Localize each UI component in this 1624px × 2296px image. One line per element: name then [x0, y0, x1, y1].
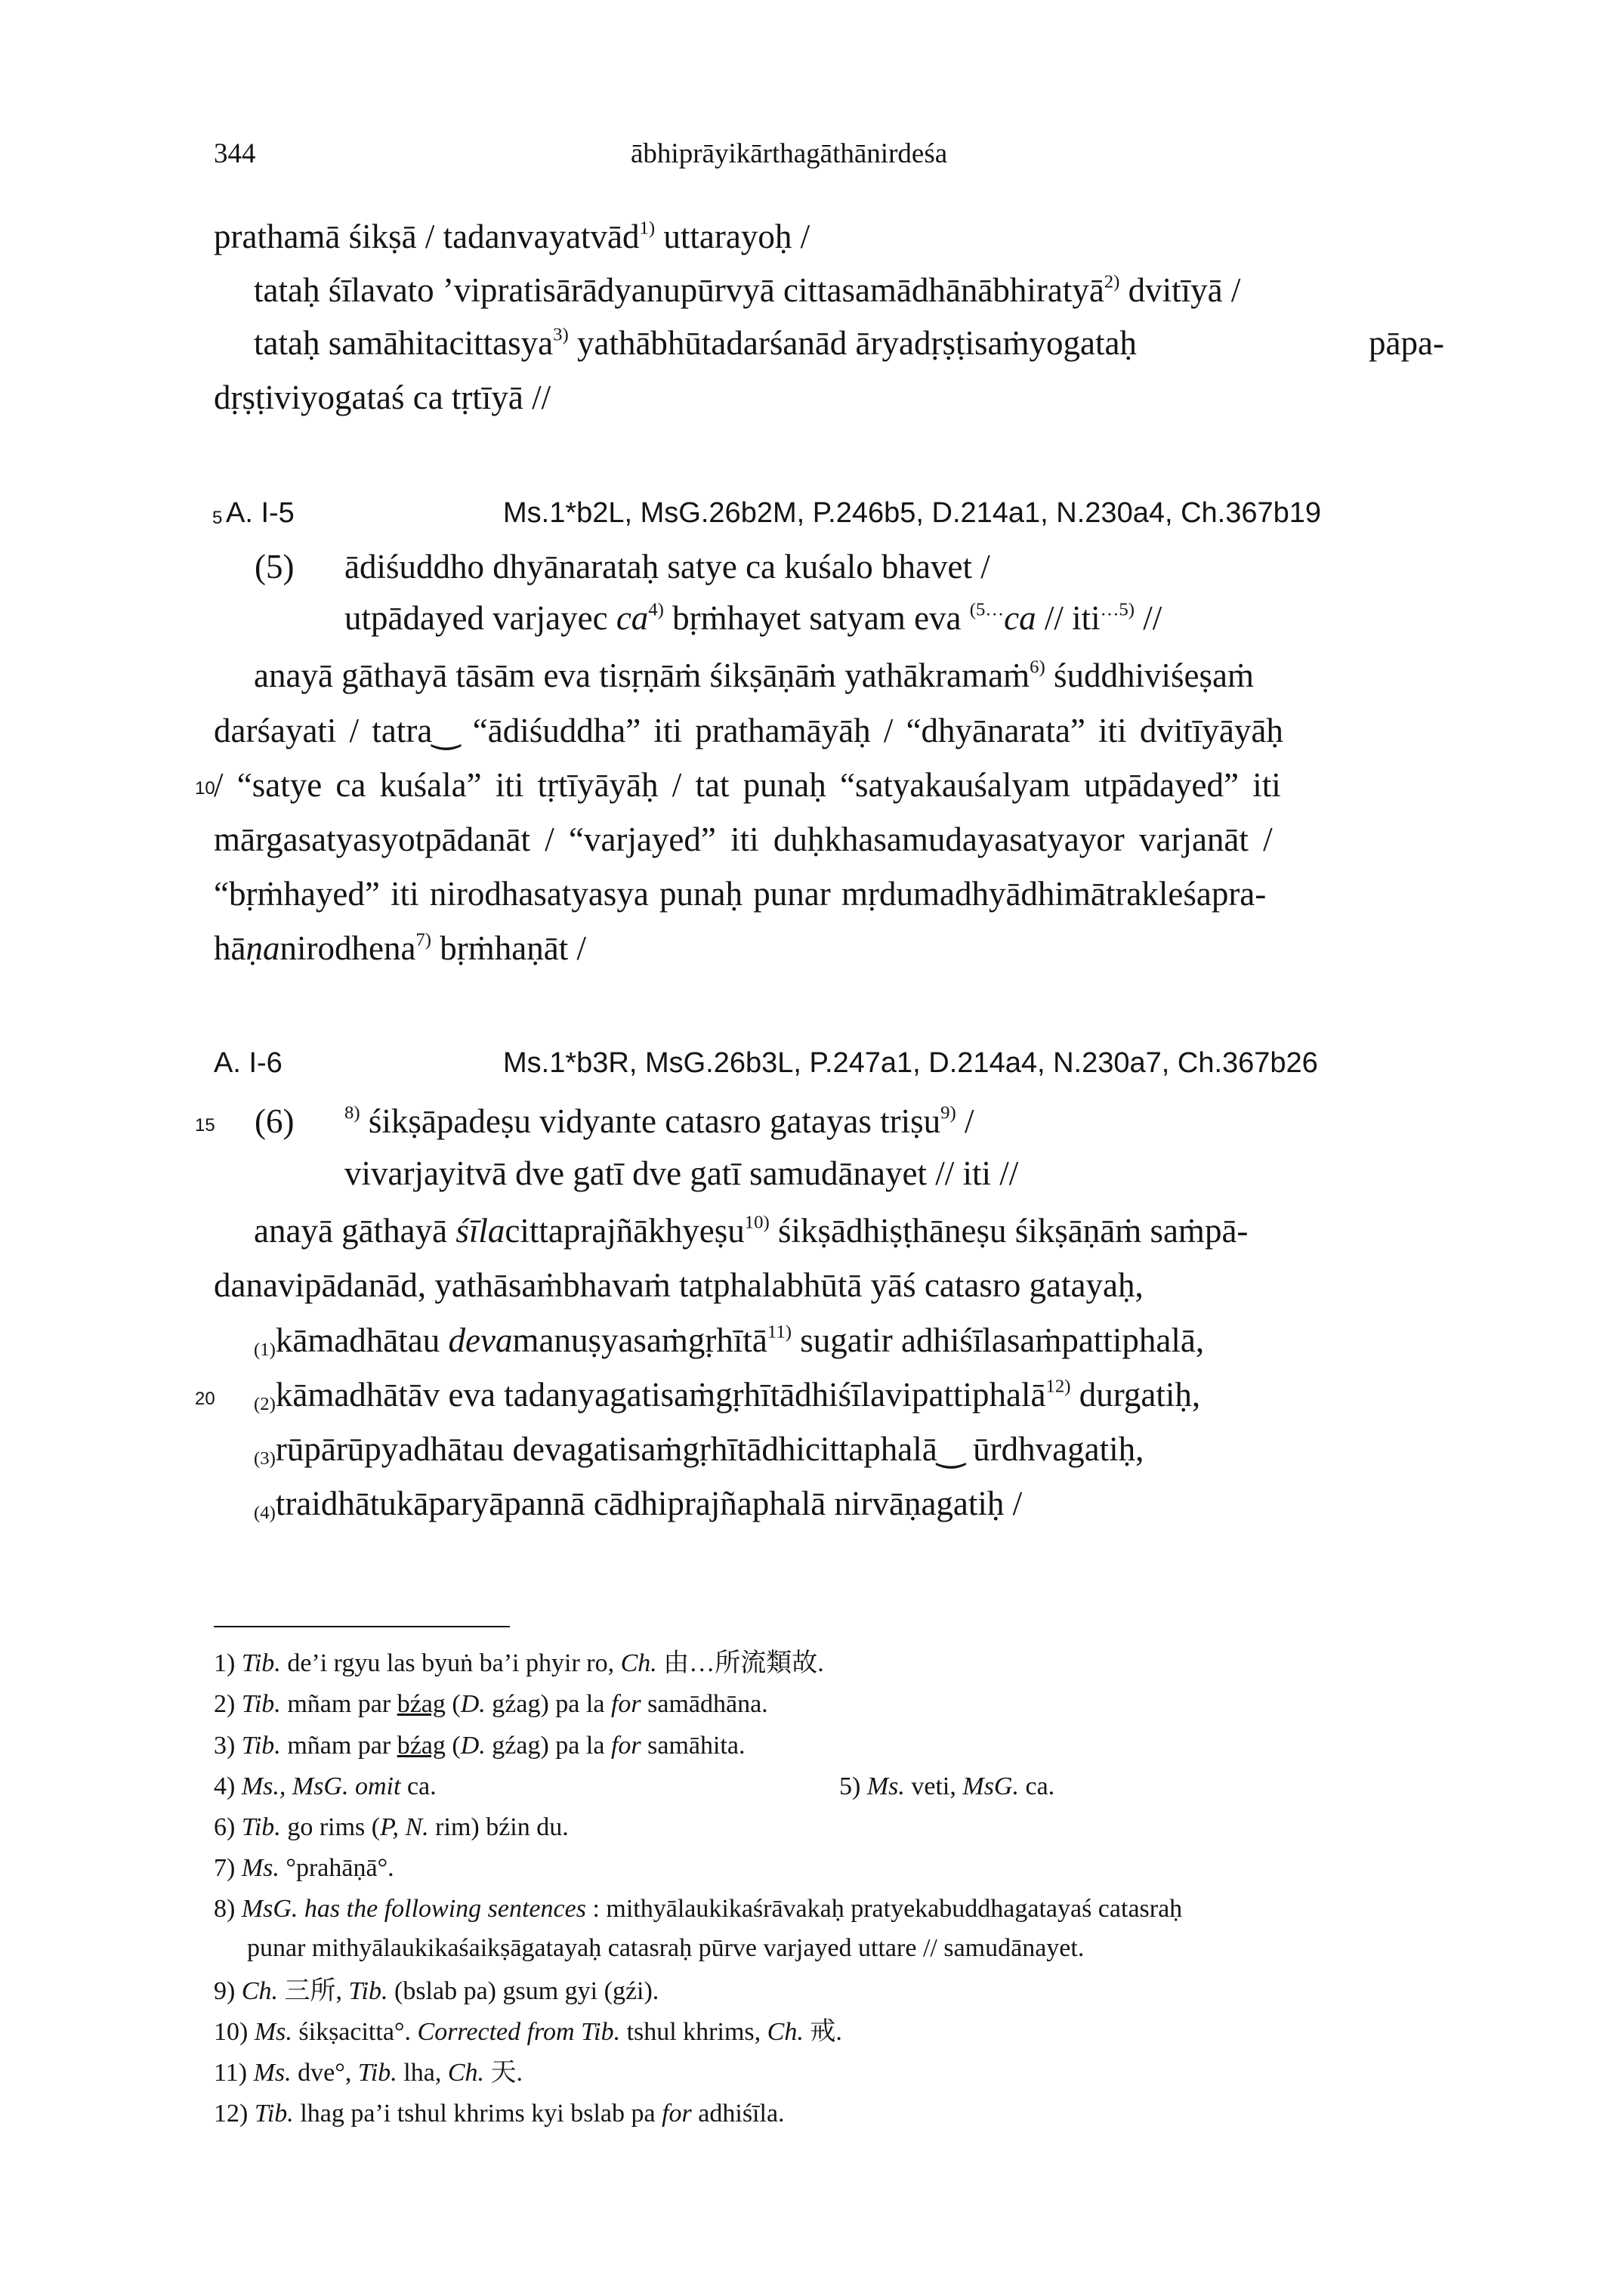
verse-6-line-1: $^{8)}$ śikṣāpadeṣu vidyante catasro gatayas triṣu$^{9)}$ / [344, 1102, 974, 1140]
footnote-8-cont: punar mithyālaukikaśaikṣāgatayaḥ catasraḥ pūrve varjayed uttare // samudānayet. [247, 1934, 1085, 1962]
commentary-6-line-2: danavipādanād, yathāsaṁbhavaṁ tatphalabhūtā yāś catasro gatayaḥ, [214, 1266, 1144, 1304]
gati-item-2: $_{(2)}$kāmadhātāv eva tadanyagatisaṁgṛhītādhiśīlavipattiphalā$^{12)}$ durgatiḥ, [254, 1376, 1201, 1414]
footnote-4: 4) Ms., MsG. omit ca. [214, 1772, 437, 1800]
footnote-9: 9) Ch. 三所, Tib. (bslab pa) gsum gyi (gźi). [214, 1977, 659, 2005]
gati-item-1: $_{(1)}$kāmadhātau devamanuṣyasaṁgṛhītā$^{11)}$ sugatir adhiśīlasaṁpattiphalā, [254, 1321, 1205, 1360]
verse-number-5: (5) [255, 548, 295, 586]
intro-line-3: tataḥ samāhitacittasya$^{3)}$ yathābhūtadarśanād āryadṛṣṭisaṁyogataḥ [254, 324, 1137, 362]
footnote-11: 11) Ms. dve°, Tib. lha, Ch. 天. [214, 2059, 523, 2087]
intro-line-4: dṛṣṭiviyogataś ca tṛtīyā // [214, 379, 551, 416]
verse-5-line-1: ādiśuddho dhyānarataḥ satye ca kuśalo bhavet / [344, 548, 990, 586]
section-label-a-i-5: A. I-5 [226, 497, 295, 529]
footnote-7: 7) Ms. °prahāṇā°. [214, 1854, 394, 1882]
footnote-12: 12) Tib. lhag pa’i tshul khrims kyi bslab pa for adhiśīla. [214, 2100, 785, 2128]
line-number-20: 20 [195, 1389, 215, 1409]
verse-number-6: (6) [255, 1102, 295, 1140]
footnote-5: 5) Ms. veti, MsG. ca. [839, 1772, 1055, 1800]
footnote-1: 1) Tib. de’i rgyu las byuṅ ba’i phyir ro, Ch. 由…所流類故. [214, 1649, 824, 1677]
section-refs-a-i-5: Ms.1*b2L, MsG.26b2M, P.246b5, D.214a1, N.230a4, Ch.367b19 [503, 497, 1322, 529]
footnote-8: 8) MsG. has the following sentences : mithyālaukikaśrāvakaḥ pratyekabuddhagatayaś catasraḥ [214, 1895, 1183, 1923]
gati-item-4: $_{(4)}$traidhātukāparyāpannā cādhiprajñaphalā nirvāṇagatiḥ / [254, 1485, 1023, 1523]
intro-line-1: prathamā śikṣā / tadanvayatvād$^{1)}$ uttarayoḥ / [214, 218, 810, 255]
gati-item-3: $_{(3)}$rūpārūpyadhātau devagatisaṁgṛhītādhicittaphalā‿ ūrdhvagatiḥ, [254, 1430, 1144, 1469]
section-refs-a-i-6: Ms.1*b3R, MsG.26b3L, P.247a1, D.214a4, N.230a7, Ch.367b26 [503, 1047, 1318, 1079]
line-number-10: 10 [195, 778, 215, 799]
footnote-6: 6) Tib. go rims (P, N. rim) bźin du. [214, 1813, 569, 1841]
page-number: 344 [214, 138, 256, 169]
commentary-5-line-3: / “satye ca kuśala” iti tṛtīyāyāḥ / tat punaḥ “satyakauśalyam utpādayed” iti [214, 766, 1281, 804]
commentary-5-line-5: “bṛṁhayed” iti nirodhasatyasya punaḥ punar mṛdumadhyādhimātrakleśapra- [214, 875, 1267, 913]
line-number-15: 15 [195, 1115, 215, 1136]
running-title: ābhiprāyikārthagāthānirdeśa [631, 138, 948, 169]
footnote-2: 2) Tib. mñam par bźag (D. gźag) pa la for samādhāna. [214, 1690, 768, 1718]
commentary-5-line-6: hāṇanirodhena$^{7)}$ bṛṁhaṇāt / [214, 929, 586, 967]
footnote-3: 3) Tib. mñam par bźag (D. gźag) pa la for samāhita. [214, 1732, 746, 1760]
verse-5-line-2: utpādayed varjayec $ca^{4)}$ bṛṁhayet satyam eva $^{(5\dots}$ca // iti$^{\dots 5)}$ // [344, 599, 1162, 637]
line-number-5: 5 [212, 508, 223, 528]
commentary-5-line-4: mārgasatyasyotpādanāt / “varjayed” iti duḥkhasamudayasatyayor varjanāt / [214, 820, 1273, 858]
footnote-10: 10) Ms. śikṣacitta°. Corrected from Tib. tshul khrims, Ch. 戒. [214, 2018, 842, 2046]
footnote-rule [214, 1626, 510, 1627]
intro-line-2: tataḥ śīlavato ’vipratisārādyanupūrvyā cittasamādhānābhiratyā$^{2)}$ dvitīyā / [254, 271, 1241, 309]
commentary-5-line-2: darśayati / tatra‿ “ādiśuddha” iti prathamāyāḥ / “dhyānarata” iti dvitīyāyāḥ [214, 712, 1283, 749]
section-label-a-i-6: A. I-6 [214, 1047, 283, 1079]
verse-6-line-2: vivarjayitvā dve gatī dve gatī samudānayet // iti // [344, 1154, 1019, 1192]
commentary-5-line-1: anayā gāthayā tāsām eva tisṛṇāṁ śikṣāṇāṁ yathākramaṁ$^{6)}$ śuddhiviśeṣaṁ [254, 657, 1254, 694]
commentary-6-line-1: anayā gāthayā śīlacittaprajñākhyeṣu$^{10)}$ śikṣādhiṣṭhāneṣu śikṣāṇāṁ saṁpā- [254, 1212, 1249, 1250]
intro-line-3-end: pāpa- [1369, 324, 1444, 362]
